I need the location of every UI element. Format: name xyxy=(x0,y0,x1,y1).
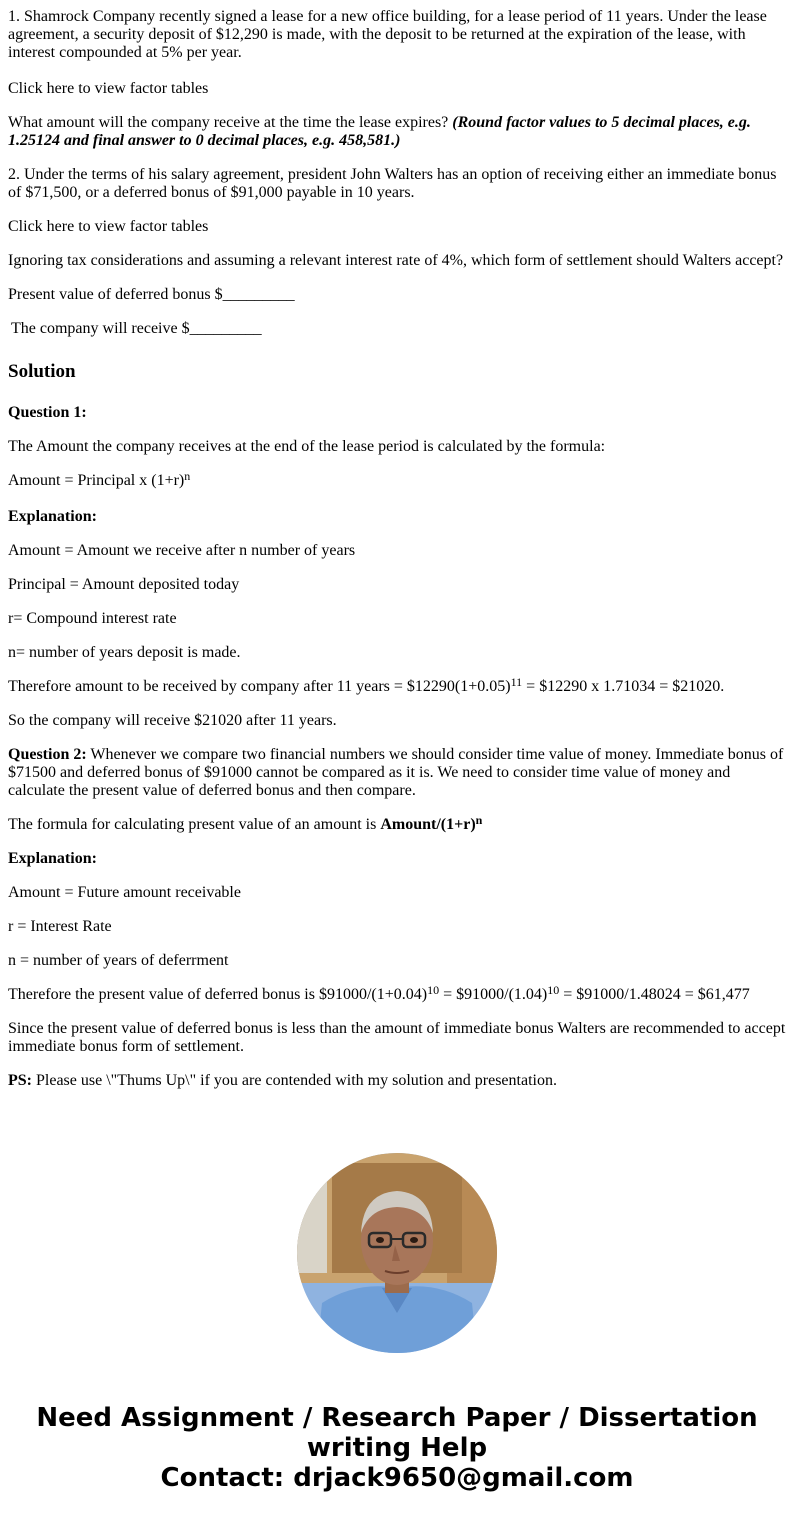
company-receive-blank: The company will receive $_________ xyxy=(11,320,262,337)
q2-calc-part-c: = $91000/1.48024 = $61,477 xyxy=(559,986,750,1003)
q2-calc-exponent-2: 10 xyxy=(547,983,560,997)
promo-line-1: Need Assignment / Research Paper / Dissertation xyxy=(36,1403,758,1433)
ps-text: Please use \"Thums Up\" if you are contended with my solution and presentation. xyxy=(32,1072,557,1089)
present-value-blank: Present value of deferred bonus $_________ xyxy=(8,286,295,303)
q2-intro-text: Whenever we compare two financial numbers we should consider time value of money. Immediate bonus of $71500 and deferred bonus of $91000 cannot be compared as it is. We need to consider time value of money and calculate the present value of deferred bonus and then compare. xyxy=(8,746,784,799)
promo-contact-line: Contact: drjack9650@gmail.com xyxy=(160,1463,634,1493)
q2-intro xyxy=(8,746,786,800)
q2-question: Ignoring tax considerations and assuming a relevant interest rate of 4%, which form of settlement should Walters accept? xyxy=(8,252,784,269)
author-portrait-image xyxy=(297,1153,497,1353)
promo-line-2: writing Help xyxy=(306,1433,488,1463)
q1-formula xyxy=(8,469,786,490)
q2-formula-bold xyxy=(380,813,483,833)
q1-problem-text: 1. Shamrock Company recently signed a lease for a new office building, for a lease period of 11 years. Under the lease agreement, a security deposit of $12,290 is made, with the deposit to be returned at the expiration of the lease, with interest compounded at 5% per year. xyxy=(8,8,767,61)
ps-note xyxy=(8,1072,786,1090)
q1-calc-part-b: = $12290 x 1.71034 = $21020. xyxy=(522,678,725,695)
q2-problem-text: 2. Under the terms of his salary agreement, president John Walters has an option of receiving either an immediate bonus of $71,500, or a deferred bonus of $91,000 payable in 10 years. xyxy=(8,166,777,201)
ps-label: PS: xyxy=(8,1072,32,1089)
q2-def-r: r = Interest Rate xyxy=(8,918,112,935)
q1-def-n: n= number of years deposit is made. xyxy=(8,644,241,661)
solution-heading: Solution xyxy=(8,361,76,382)
explanation-label-1-text: Explanation: xyxy=(8,508,97,525)
explanation-label-1 xyxy=(8,508,786,526)
q1-calc-part-a: Therefore amount to be received by company after 11 years = $12290(1+0.05) xyxy=(8,678,511,695)
q1-label xyxy=(8,404,786,422)
q1-formula-exponent: n xyxy=(184,469,191,483)
factor-tables-link-1[interactable]: Click here to view factor tables xyxy=(8,80,209,97)
q2-def-amount: Amount = Future amount receivable xyxy=(8,884,241,901)
explanation-label-2 xyxy=(8,850,786,868)
q2-formula-lead: The formula for calculating present value of an amount is xyxy=(8,816,381,833)
q2-formula-base: Amount/(1+r) xyxy=(380,816,476,833)
q1-intro: The Amount the company receives at the end of the lease period is calculated by the formula: xyxy=(8,438,606,455)
q1-def-r: r= Compound interest rate xyxy=(8,610,177,627)
q2-calc-part-b: = $91000/(1.04) xyxy=(439,986,548,1003)
q1-question-text: What amount will the company receive at the time the lease expires? xyxy=(8,114,449,131)
author-avatar xyxy=(297,1153,497,1353)
q1-def-amount: Amount = Amount we receive after n number of years xyxy=(8,542,356,559)
q2-calc-part-a: Therefore the present value of deferred bonus is $91000/(1+0.04) xyxy=(8,986,428,1003)
q2-def-n: n = number of years of deferrment xyxy=(8,952,229,969)
q2-calc-exponent-1: 10 xyxy=(427,983,440,997)
factor-tables-link-2[interactable]: Click here to view factor tables xyxy=(8,218,209,235)
q2-label: Question 2: xyxy=(8,746,87,763)
q1-calculation xyxy=(8,675,786,696)
q1-conclusion: So the company will receive $21020 after 11 years. xyxy=(8,712,337,729)
q2-formula xyxy=(8,813,786,834)
promo-banner xyxy=(0,1403,794,1493)
q1-formula-base: Amount = Principal x (1+r) xyxy=(8,472,185,489)
q1-rounding-note: (Round factor values to 5 decimal places, e.g. 1.25124 and final answer to 0 decimal places, e.g. 458,581.) xyxy=(8,114,751,149)
q1-calc-exponent: 11 xyxy=(510,675,523,689)
q2-calculation xyxy=(8,983,786,1004)
q1-question xyxy=(8,114,786,150)
explanation-label-2-text: Explanation: xyxy=(8,850,97,867)
q2-conclusion: Since the present value of deferred bonus is less than the amount of immediate bonus Walters are recommended to accept immediate bonus form of settlement. xyxy=(8,1020,786,1055)
q1-label-text: Question 1: xyxy=(8,404,87,421)
q2-formula-exponent: n xyxy=(475,813,483,827)
q1-def-principal: Principal = Amount deposited today xyxy=(8,576,240,593)
